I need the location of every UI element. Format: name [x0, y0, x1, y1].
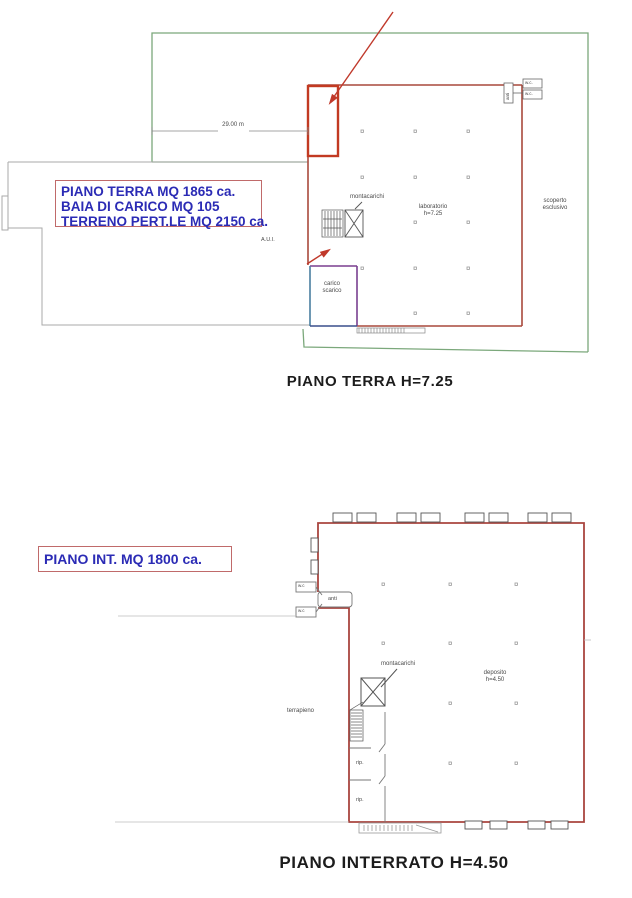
aui-label: A.U.I.: [261, 237, 275, 243]
basement-info-box: [38, 546, 232, 572]
rip-label-2: rip.: [356, 797, 364, 803]
info-line-1: PIANO TERRA MQ 1865 ca.: [61, 184, 236, 199]
basement-outer-walls: [318, 523, 584, 822]
basement-title: PIANO INTERRATO H=4.50: [279, 853, 509, 872]
ground-floor-info-box: [55, 180, 269, 229]
info-line-2: BAIA DI CARICO MQ 105: [61, 199, 220, 214]
red-annotation-arrows: [307, 12, 393, 264]
laboratorio-label: laboratorio h=7.25: [418, 204, 448, 217]
basement-ramp: [359, 823, 441, 833]
basement-info-line-1: PIANO INT. MQ 1800 ca.: [44, 551, 202, 567]
anti-label-bottom: anti: [328, 596, 337, 602]
ground-floor-title: PIANO TERRA H=7.25: [286, 373, 454, 390]
montacarichi-label-bottom: montacarichi: [380, 661, 416, 667]
wc-label-top-2: w.c.: [525, 90, 533, 96]
grating-strip: [357, 328, 425, 333]
basement-lift-shaft: [361, 669, 397, 706]
column-grid-dots-top: [361, 130, 469, 314]
scoperto-esclusivo-label: scoperto esclusivo: [542, 198, 568, 211]
wc-label-top-1: w.c.: [525, 79, 533, 85]
basement-stairs: [350, 702, 363, 741]
lift-shaft-top-plan: [345, 202, 363, 237]
montacarichi-label-top: montacarichi: [349, 194, 385, 200]
wc-label-bottom-1: w.c: [298, 583, 305, 588]
basement-left-windows: [311, 538, 318, 574]
carico-scarico-label: carico scarico: [322, 281, 342, 294]
wc-label-bottom-2: w.c: [298, 608, 305, 613]
terrapieno-label: terrapieno: [287, 708, 315, 714]
basement-partitions: [349, 712, 385, 822]
anti-label-top: anti: [505, 92, 510, 100]
info-line-3: TERRENO PERT.LE MQ 2150 ca.: [61, 214, 269, 229]
rip-label-1: rip.: [356, 760, 364, 766]
deposito-label: deposito h=4.50: [483, 670, 507, 683]
dimension-label-29m: 29.00 m: [222, 122, 244, 128]
carico-scarico-box: [310, 266, 357, 326]
basement-top-vents: [333, 513, 571, 522]
stairs-top-plan: [322, 210, 343, 237]
